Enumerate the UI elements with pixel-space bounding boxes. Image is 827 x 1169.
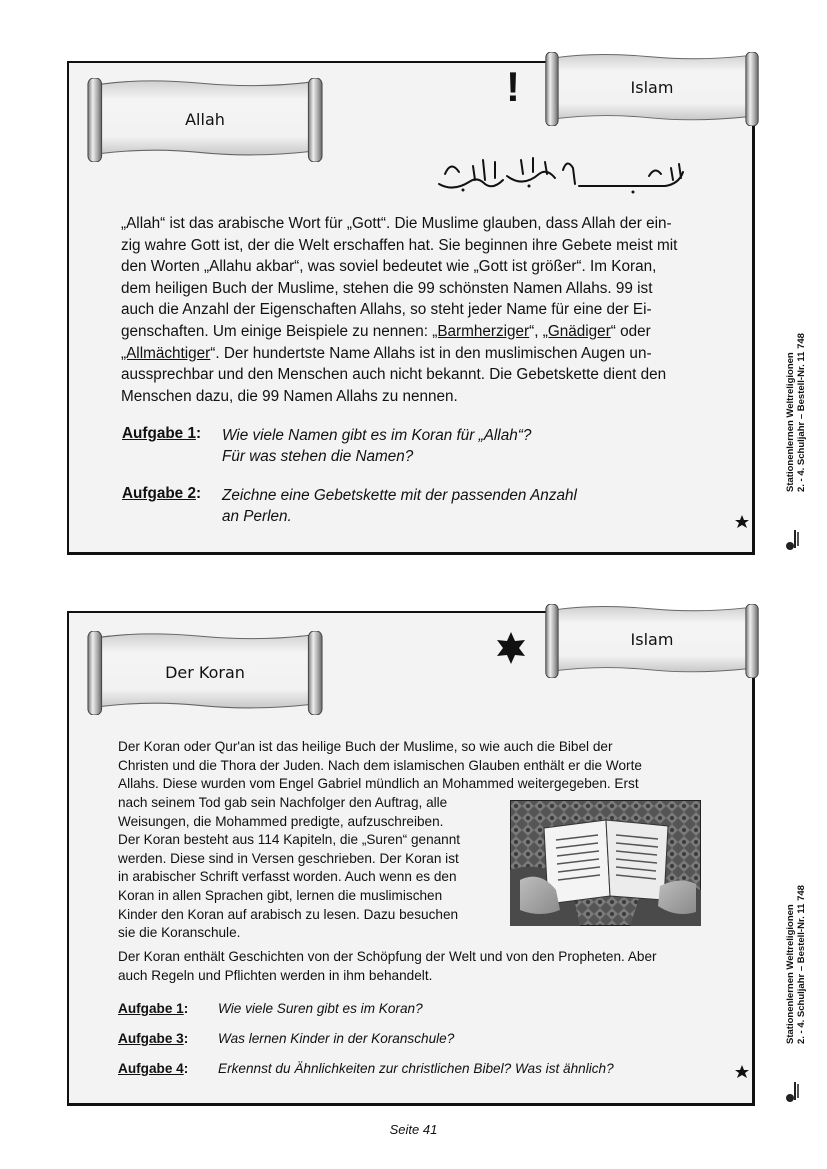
tag-label: Islam — [630, 630, 674, 649]
text-line: Koran in allen Sprachen gibt, lernen die muslimischen — [118, 887, 443, 903]
text-line: auch Regeln und Pflichten werden in ihm behandelt. — [118, 967, 433, 983]
kohl-verlag-logo — [785, 526, 805, 552]
crescent-star-icon — [700, 500, 754, 548]
text-line: dem heiligen Buch der Muslime, stehen die 99 schönsten Namen Allahs. 99 ist — [121, 279, 653, 297]
basmala-calligraphy-icon — [433, 150, 693, 196]
task-2-text: Zeichne eine Gebetskette mit der passenden Anzahl an Perlen. — [222, 487, 577, 525]
text-line: aussprechbar und den Menschen auch nicht bekannt. Die Gebetskette dient den — [121, 366, 667, 384]
text-line: Der Koran oder Qur'an ist das heilige Buch der Muslime, so wie auch die Bibel der — [118, 739, 613, 754]
text-line: sie die Koranschule. — [118, 925, 241, 941]
task-1-label: Aufgabe 1: — [118, 1001, 189, 1016]
text-line: Allahs. Diese wurden vom Engel Gabriel mündlich an Mohammed weitergegeben. Erst — [118, 776, 639, 792]
text-line: in arabischer Schrift verfasst worden. Auch wenn es den — [118, 869, 457, 885]
card-title: Allah — [185, 110, 225, 129]
task-2-label: Aufgabe 2: — [122, 485, 202, 502]
six-pointed-star-icon — [496, 632, 526, 664]
task-4-text: Erkennst du Ähnlichkeiten zur christlichen Bibel? Was ist ähnlich? — [218, 1061, 614, 1076]
card-title: Der Koran — [165, 663, 245, 682]
example-barmherziger: „Barmherziger — [432, 322, 530, 340]
task-3-label: Aufgabe 3: — [118, 1031, 189, 1046]
task-1-text: Wie viele Suren gibt es im Koran? — [218, 1001, 423, 1016]
text-line: Der Koran besteht aus 114 Kapiteln, die „Suren“ genannt — [118, 832, 461, 848]
text-line: Menschen dazu, die 99 Namen Allahs zu nennen. — [121, 387, 458, 405]
task-4-label: Aufgabe 4: — [118, 1061, 189, 1076]
tag-scroll-islam — [544, 52, 760, 126]
task-1-label: Aufgabe 1: — [122, 425, 202, 442]
text-line: zig wahre Gott ist, der die Welt erschaffen hat. Sie beginnen ihre Gebete meist mit — [121, 236, 678, 254]
text-line: nach seinem Tod gab sein Nachfolger den Auftrag, alle — [118, 795, 448, 810]
page-number: Seite 41 — [389, 1122, 438, 1137]
example-allmaechtiger: „Allmächtiger — [121, 344, 211, 362]
open-quran-in-hands-photo — [510, 800, 701, 926]
text-line: „Allmächtiger“. Der hundertste Name Allahs ist in den muslimischen Augen un- — [121, 344, 652, 362]
text-line: werden. Diese sind in Versen geschrieben. Der Koran ist — [118, 850, 459, 866]
tag-label: Islam — [630, 78, 674, 97]
text-line: den Worten „Allahu akbar“, was soviel bedeutet wie „Gott ist größer“. Im Koran, — [121, 258, 657, 276]
text-line: auch die Anzahl der Eigenschaften Allahs, so steht jeder Name für eine der Ei- — [121, 301, 652, 319]
example-gnaediger: „Gnädiger — [542, 322, 611, 340]
koran-wrapped-text — [118, 794, 496, 943]
text-line: Kinder den Koran auf arabisch zu lesen. Dazu besuchen — [118, 906, 459, 922]
exclamation-icon: ! — [506, 63, 520, 110]
text-line: genschaften. Um einige Beispiele zu nennen: „Barmherziger“, „Gnädiger“ oder — [121, 322, 651, 340]
kohl-verlag-logo — [785, 1078, 805, 1104]
koran-intro — [118, 738, 703, 794]
side-label-2: Stationenlernen Weltreligionen 2. - 4. Schuljahr – Bestell-Nr. 11 748 — [783, 872, 813, 1107]
task-1-text: Wie viele Namen gibt es im Koran für „Allah“? Für was stehen die Namen? — [222, 427, 532, 465]
text-line: „Allah“ ist das arabische Wort für „Gott“. Die Muslime glauben, dass Allah der ein- — [121, 215, 672, 232]
text-line: Weisungen, die Mohammed predigte, aufzuschreiben. — [118, 813, 444, 829]
text-line: Christen und die Thora der Juden. Nach dem islamischen Glauben enthält er die Worte — [118, 757, 642, 773]
side-label-1: Stationenlernen Weltreligionen 2. - 4. Schuljahr – Bestell-Nr. 11 748 — [783, 322, 813, 557]
title-scroll-allah — [86, 78, 324, 162]
task-3-text: Was lernen Kinder in der Koranschule? — [218, 1031, 455, 1046]
title-scroll-koran — [86, 631, 324, 715]
tag-scroll-islam — [544, 604, 760, 678]
crescent-star-icon — [700, 1050, 754, 1098]
allah-text — [121, 213, 706, 407]
text-line: Der Koran enthält Geschichten von der Schöpfung der Welt und von den Propheten. Aber — [118, 949, 657, 964]
koran-para2 — [118, 948, 703, 985]
